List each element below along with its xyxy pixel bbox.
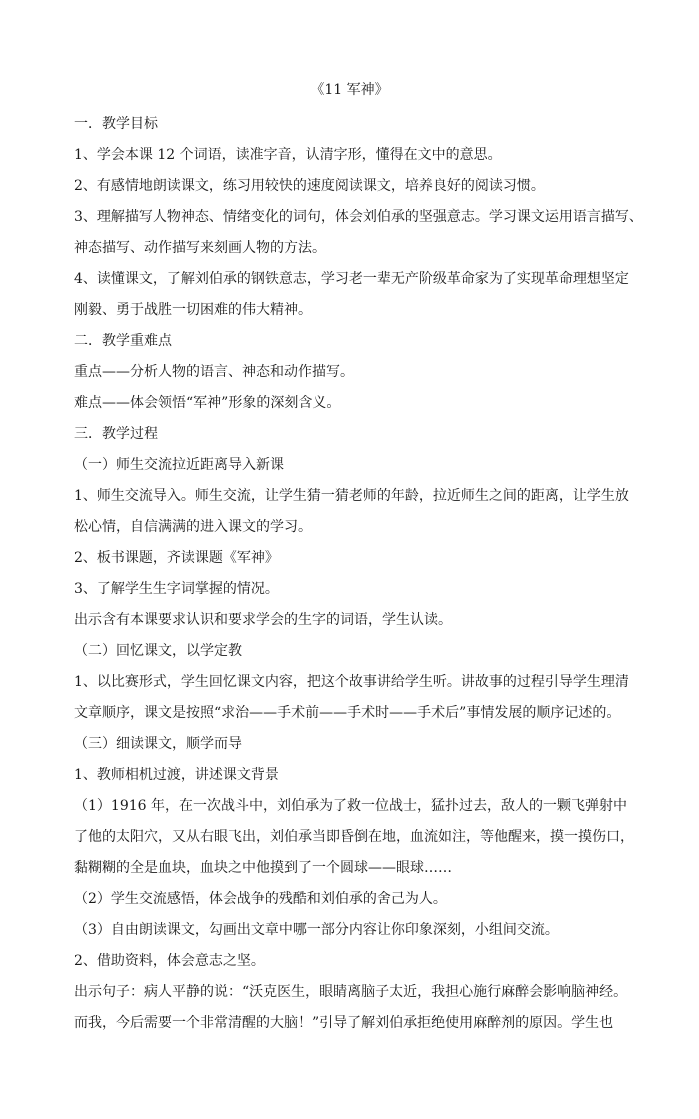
paragraph-line: 2、有感情地朗读课文，练习用较快的速度阅读课文，培养良好的阅读习惯。 [74,178,545,194]
paragraph-line: 神态描写、动作描写来刻画人物的方法。 [74,240,326,256]
paragraph-line: 难点——体会领悟“军神”形象的深刻含义。 [74,395,341,411]
paragraph-line: （2）学生交流感悟，体会战争的残酷和刘伯承的舍己为人。 [74,891,447,907]
paragraph-line: 1、教师相机过渡，讲述课文背景 [74,767,279,783]
heading-key-points: 二．教学重难点 [74,333,172,349]
paragraph-line: （3）自由朗读课文，勾画出文章中哪一部分内容让你印象深刻，小组间交流。 [74,922,559,938]
heading-objectives: 一．教学目标 [74,116,158,132]
subheading-line: （二）回忆课文，以学定教 [74,643,242,659]
paragraph-line: 1、学会本课 12 个词语，读准字音，认清字形，懂得在文中的意思。 [74,147,502,163]
paragraph-line: 黏糊糊的全是血块，血块之中他摸到了一个圆球——眼球…… [74,860,452,876]
paragraph-line: 2、板书课题，齐读课题《军神》 [74,550,279,566]
subheading-line: （三）细读课文，顺学而导 [74,736,242,752]
paragraph-line: 出示含有本课要求认识和要求学会的生字的词语，学生认读。 [74,612,452,628]
paragraph-line: 4、读懂课文，了解刘伯承的钢铁意志，学习老一辈无产阶级革命家为了实现革命理想坚定 [74,271,629,287]
paragraph-line: 重点——分析人物的语言、神态和动作描写。 [74,364,354,380]
paragraph-line: 而我，今后需要一个非常清醒的大脑！”引导了解刘伯承拒绝使用麻醉剂的原因。学生也 [74,1015,614,1031]
paragraph-line: 2、借助资料，体会意志之坚。 [74,953,265,969]
paragraph-line: 刚毅、勇于战胜一切困难的伟大精神。 [74,302,312,318]
paragraph-line: 1、以比赛形式，学生回忆课文内容，把这个故事讲给学生听。讲故事的过程引导学生理清 [74,674,629,690]
paragraph-line: 松心情，自信满满的进入课文的学习。 [74,519,312,535]
document-title: 《11 军神》 [310,82,389,98]
subheading-line: （一）师生交流拉近距离导入新课 [74,457,284,473]
paragraph-line: （1）1916 年，在一次战斗中，刘伯承为了救一位战士，猛扑过去，敌人的一颗飞弹射中 [74,798,627,814]
paragraph-line: 1、师生交流导入。师生交流，让学生猜一猜老师的年龄，拉近师生之间的距离，让学生放 [74,488,629,504]
paragraph-line: 了他的太阳穴，又从右眼飞出，刘伯承当即昏倒在地，血流如注，等他醒来，摸一摸伤口， [74,829,634,845]
paragraph-line: 文章顺序，课文是按照“求治——手术前——手术时——手术后”事情发展的顺序记述的。 [74,705,621,721]
paragraph-line: 3、理解描写人物神态、情绪变化的词句，体会刘伯承的坚强意志。学习课文运用语言描写、 [74,209,643,225]
paragraph-line: 3、了解学生生字词掌握的情况。 [74,581,279,597]
heading-process: 三．教学过程 [74,426,158,442]
paragraph-line: 出示句子：病人平静的说：“沃克医生，眼睛离脑子太近，我担心施行麻醉会影响脑神经。 [74,984,628,1000]
